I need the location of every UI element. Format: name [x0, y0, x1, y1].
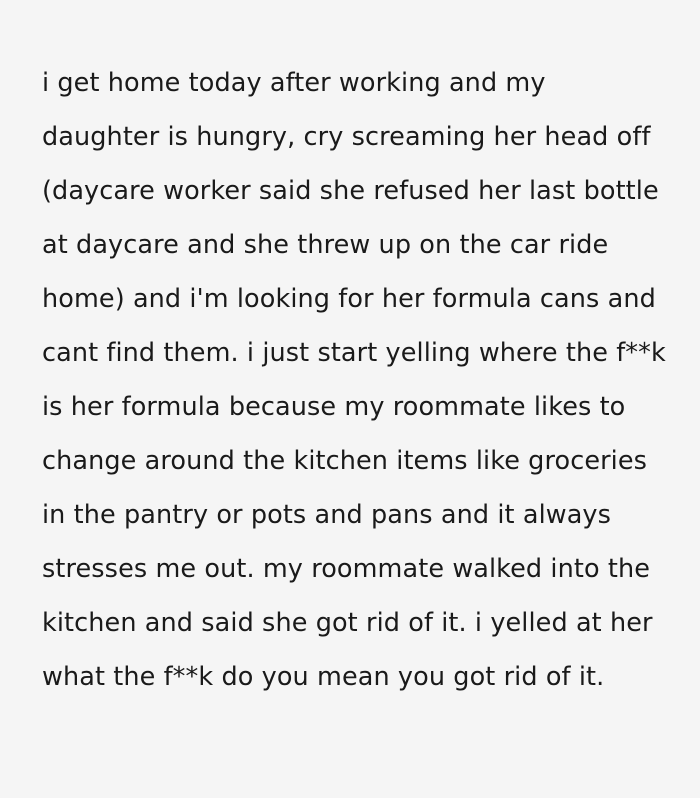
story-body-text: i get home today after working and my daughter is hungry, cry screaming her head off (daycare worker said she refused her last bottle at daycare and she threw up on the car ride home) and i'm looking for her formula cans and cant find them. i just start yelling where the f**k is her formula because my roommate likes to change around the kitchen items like groceries in the pantry or pots and pans and it always stresses me out. my roommate walked into the kitchen and said she got rid of it. i yelled at her what the f**k do you mean you got rid of it. [42, 67, 675, 692]
